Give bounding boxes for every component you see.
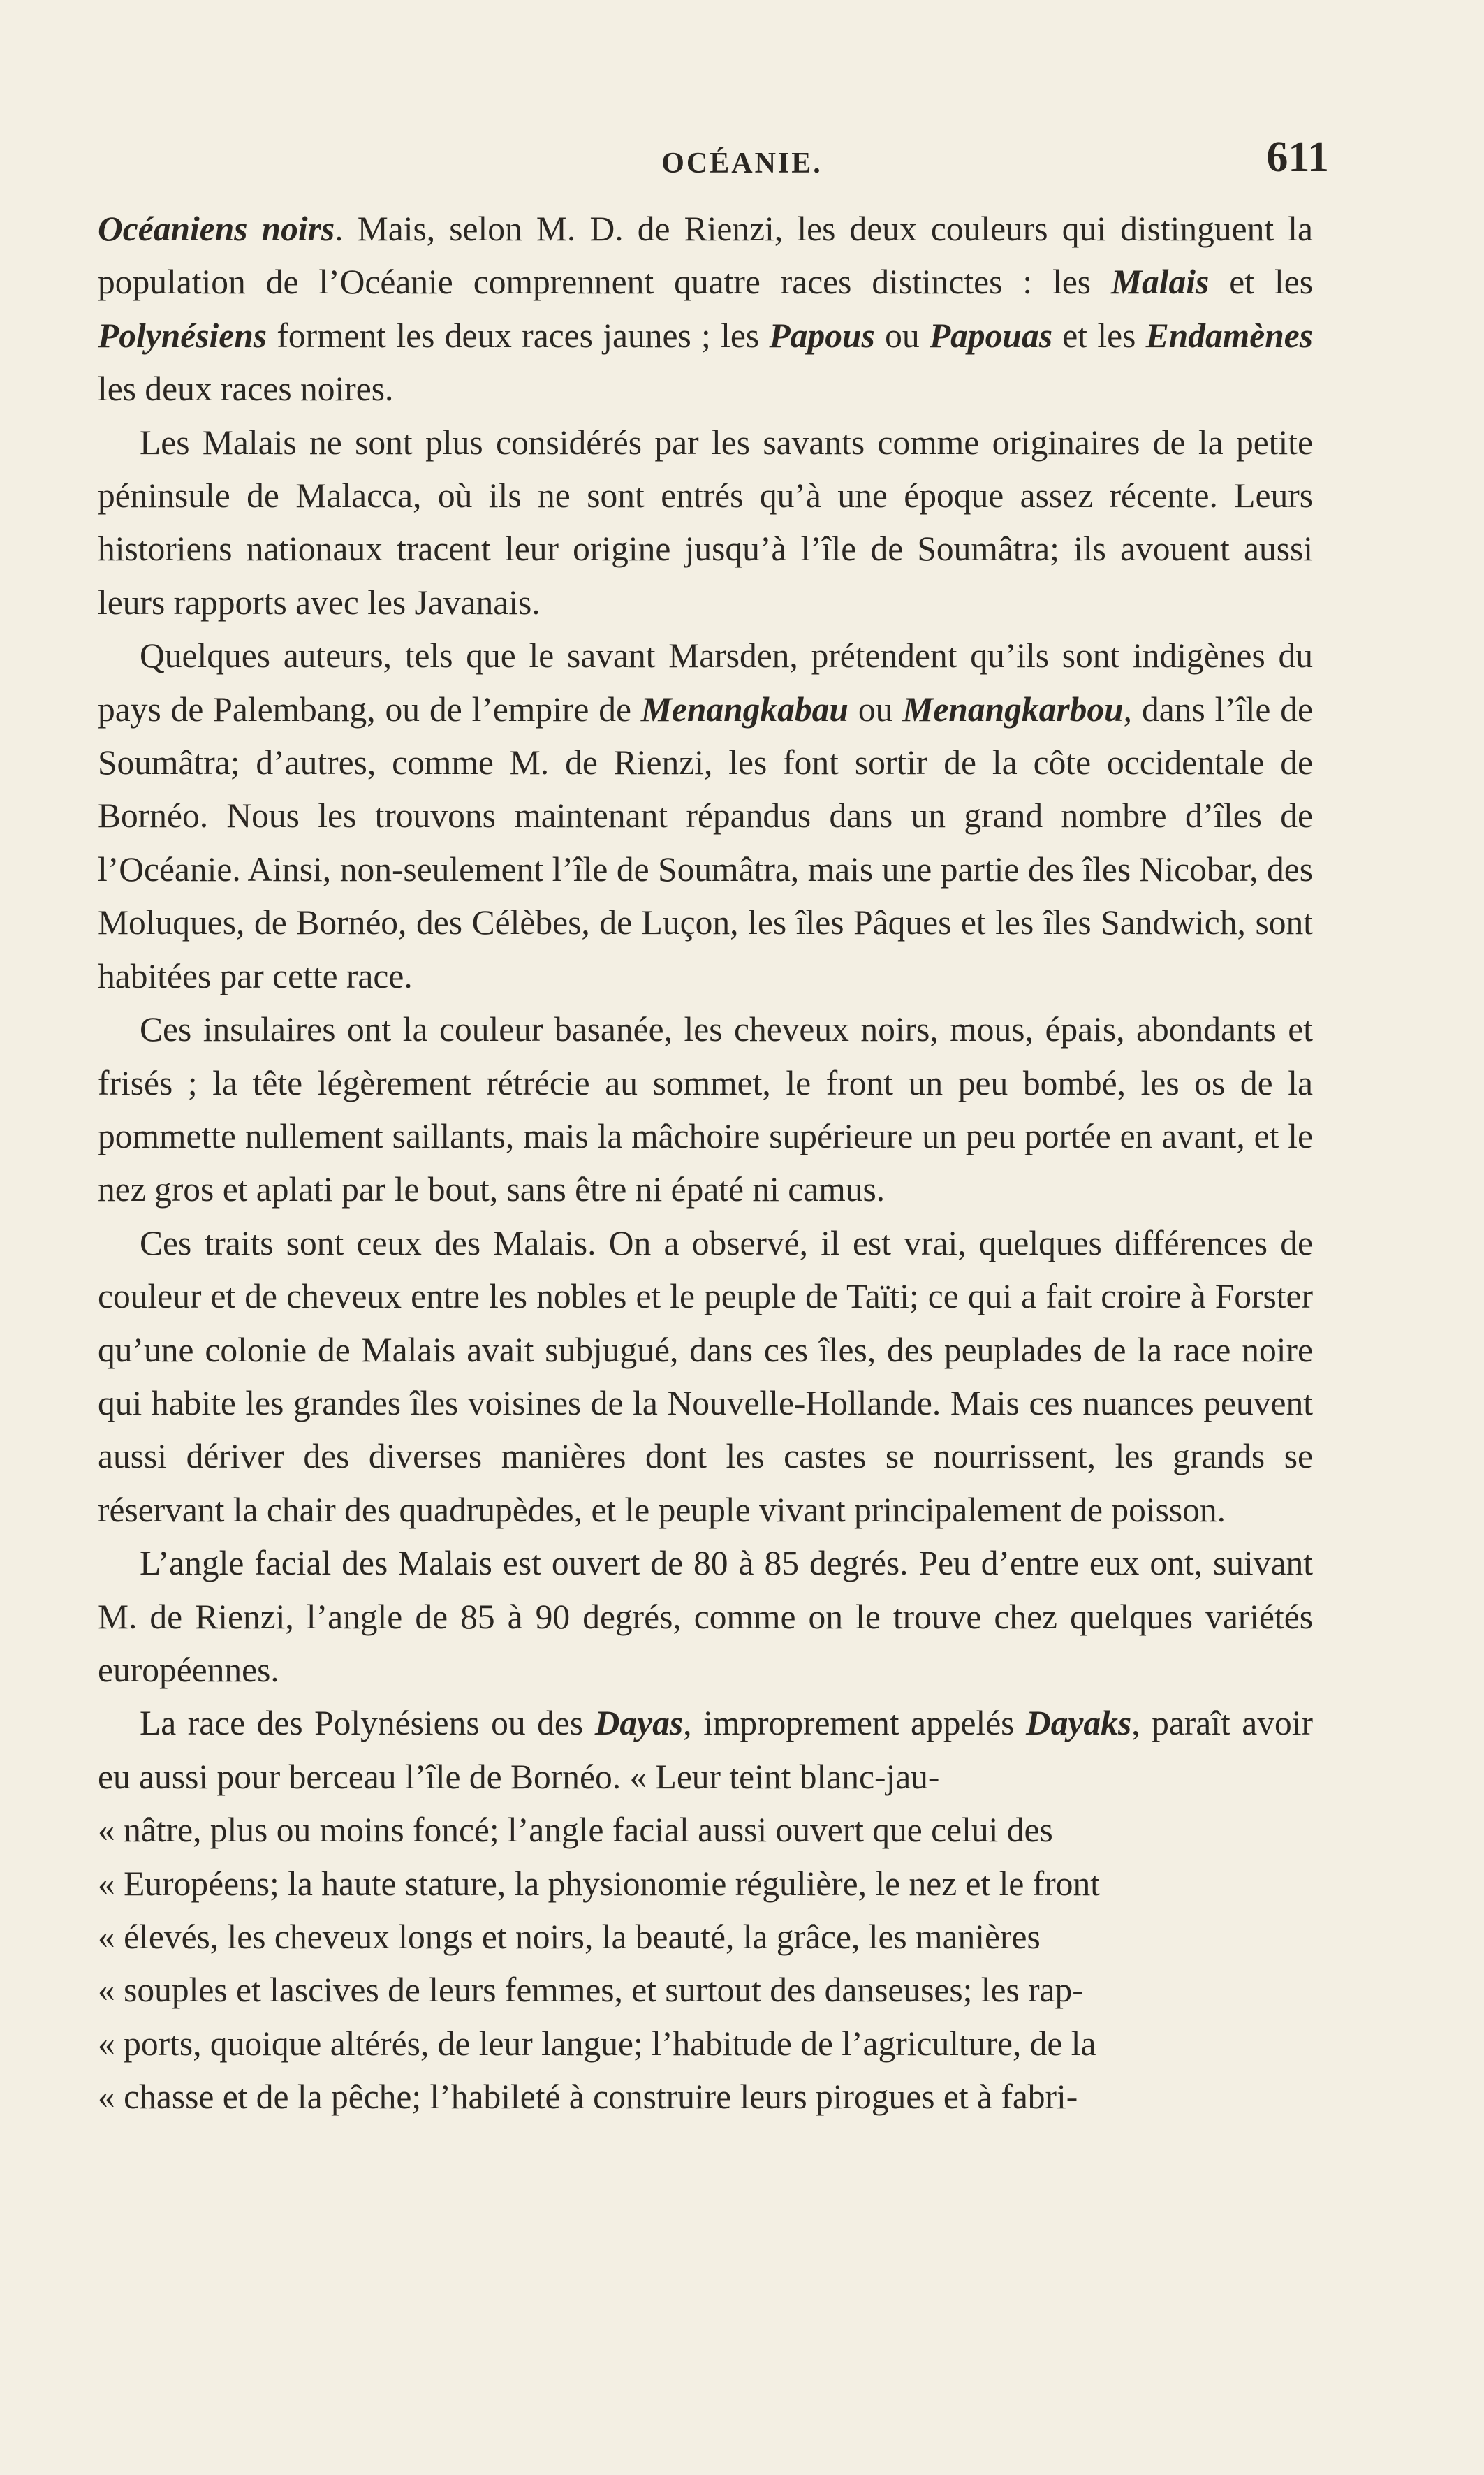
paragraph-6: L’angle facial des Malais est ouvert de 80 à 85 degrés. Peu d’entre eux ont, suivant M. de Rienzi, l’angle de 85 à 90 degrés, comme on le trouve chez quelques variétés européennes. [98, 1544, 1313, 1689]
quote-line: « ports, quoique altérés, de leur langue; l’habitude de l’agriculture, de la [98, 2024, 1096, 2063]
quote-line: « chasse et de la pêche; l’habileté à construire leurs pirogues et à fabri- [98, 2078, 1078, 2117]
italic-term: Dayaks [1025, 1704, 1132, 1743]
italic-term: Polynésiens [98, 316, 267, 355]
quote-line: « nâtre, plus ou moins foncé; l’angle facial aussi ouvert que celui des [98, 1811, 1053, 1850]
italic-term: Malais [1111, 263, 1210, 302]
body-text [98, 203, 1313, 2124]
italic-term: Papous [769, 316, 875, 355]
paragraph-1: Océaniens noirs. Mais, selon M. D. de Rienzi, les deux couleurs qui distinguent la population de l’Océanie comprennent quatre races distinctes : les Malais et les Polynésiens forment les deux races jaunes ; les Papous ou Papouas et les Endamènes les deux races noires. [98, 210, 1313, 409]
italic-term: Papouas [929, 316, 1052, 355]
quote-line: « souples et lascives de leurs femmes, et surtout des danseuses; les rap- [98, 1971, 1084, 2010]
page-number: 611 [1266, 133, 1329, 181]
paragraph-3: Quelques auteurs, tels que le savant Marsden, prétendent qu’ils sont indigènes du pays de Palembang, ou de l’empire de Menangkabau ou Menangkarbou, dans l’île de Soumâtra; d’autres, comme M. de Rienzi, les font sortir de la côte occidentale de Bornéo. Nous les trouvons maintenant répandus dans un grand nombre d’îles de l’Océanie. Ainsi, non-seulement l’île de Soumâtra, mais une partie des îles Nicobar, des Moluques, de Bornéo, des Célèbes, de Luçon, les îles Pâques et les îles Sandwich, sont habitées par cette race. [98, 636, 1313, 995]
paragraph-4: Ces insulaires ont la couleur basanée, les cheveux noirs, mous, épais, abondants et frisés ; la tête légèrement rétrécie au sommet, le front un peu bombé, les os de la pommette nullement saillants, mais la mâchoire supérieure un peu portée en avant, et le nez gros et aplati par le bout, sans être ni épaté ni camus. [98, 1010, 1313, 1209]
quote-line: « élevés, les cheveux longs et noirs, la beauté, la grâce, les manières [98, 1918, 1041, 1956]
page-header [0, 133, 1484, 196]
italic-term: Océaniens noirs [98, 210, 335, 248]
quote-line: « Européens; la haute stature, la physionomie régulière, le nez et le front [98, 1864, 1100, 1903]
italic-term: Endamènes [1145, 316, 1313, 355]
italic-term: Menangkabau [640, 689, 848, 729]
running-head: OCÉANIE. [661, 147, 823, 180]
quotation [98, 1804, 1313, 2124]
italic-term: Dayas [594, 1704, 684, 1743]
paragraph-5: Ces traits sont ceux des Malais. On a observé, il est vrai, quelques différences de couleur et de cheveux entre les nobles et le peuple de Taïti; ce qui a fait croire à Forster qu’une colonie de Malais avait subjugué, dans ces îles, des peuplades de la race noire qui habite les grandes îles voisines de la Nouvelle-Hollande. Mais ces nuances peuvent aussi dériver des diverses manières dont les castes se nourrissent, les grands se réservant la chair des quadrupèdes, et le peuple vivant principalement de poisson. [98, 1223, 1313, 1529]
italic-term: Menangkarbou [902, 689, 1124, 729]
paragraph-7: La race des Polynésiens ou des Dayas, improprement appelés Dayaks, paraît avoir eu aussi pour berceau l’île de Bornéo. « Leur teint blanc-jau- [98, 1704, 1313, 1796]
paragraph-2: Les Malais ne sont plus considérés par les savants comme originaires de la petite péninsule de Malacca, où ils ne sont entrés qu’à une époque assez récente. Leurs historiens nationaux tracent leur origine jusqu’à l’île de Soumâtra; ils avouent aussi leurs rapports avec les Javanais. [98, 423, 1313, 622]
